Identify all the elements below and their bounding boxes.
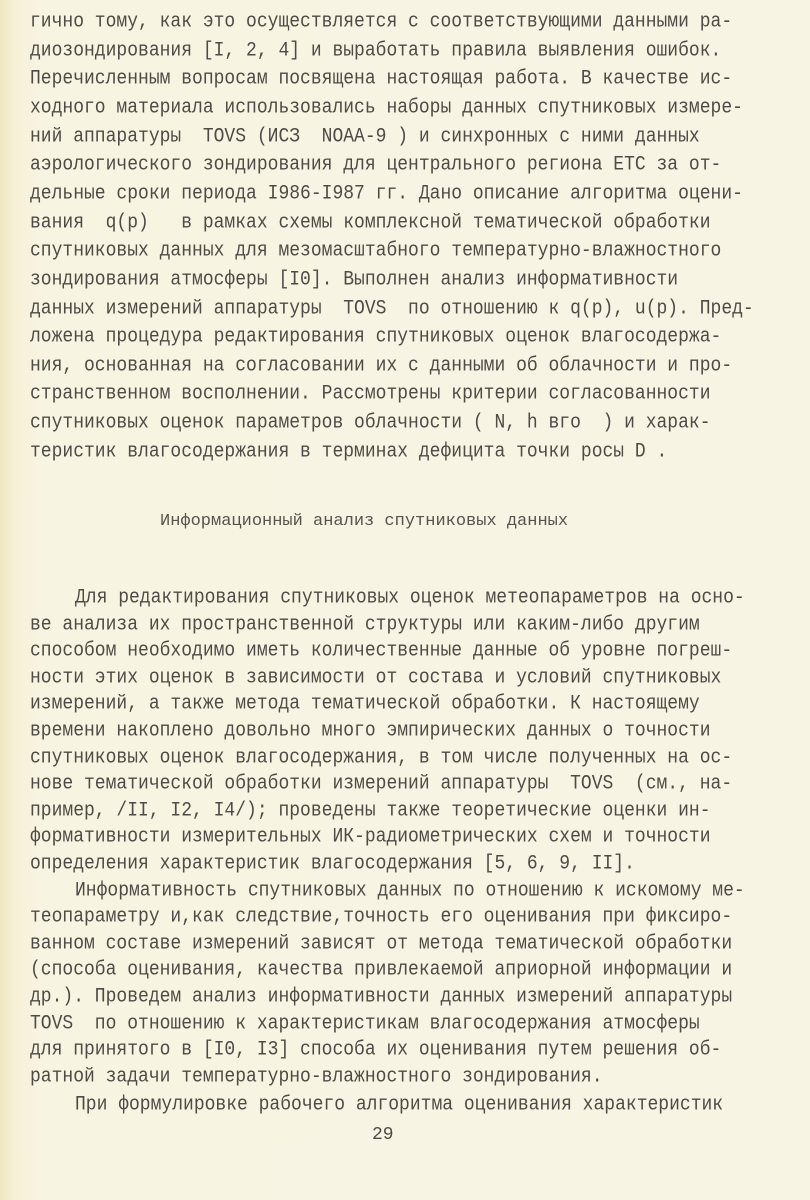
text-line: ходного материала использовались наборы данных спутниковых измере- [30,96,743,120]
text-line: определения характеристик влагосодержания [5, 6, 9, II]. [30,852,635,876]
text-line: дельные сроки периода I986-I987 гг. Дано описание алгоритма оцени- [30,182,743,206]
text-line: теристик влагосодержания в терминах дефицита точки росы D . [30,440,668,463]
text-line: зондирования атмосферы [I0]. Выполнен анализ информативности [30,268,679,292]
text-line: TOVS по отношению к характеристикам влагосодержания атмосферы [30,1012,700,1035]
text-line: Перечисленным вопросам посвящена настоящая работа. В качестве ис- [30,68,733,91]
text-line: данных измерений аппаратуры TOVS по отношению к q(p), u(p). Пред- [30,297,754,320]
text-line: аэрологического зондирования для центрального региона ЕТС за от- [30,154,722,177]
text-line: ванном составе измерений зависят от метода тематической обработки [30,932,733,955]
text-line: измерений, а также метода тематической обработки. К настоящему [30,693,700,716]
page-number: 29 [372,1125,394,1145]
text-line: Информативность спутниковых данных по отношению к искомому ме- [75,879,745,902]
text-line: способом необходимо иметь количественные данные об уровне погреш- [30,639,733,663]
text-line: др.). Проведем анализ информативности данных измерений аппаратуры [30,985,733,1009]
text-line: При формулировке рабочего алгоритма оценивания характеристик [75,1093,724,1117]
text-line: ложена процедура редактирования спутниковых оценок влагосодержа- [30,325,722,349]
text-line: спутниковых оценок параметров облачности ( N, h вго ) и харак- [30,411,711,435]
text-line: времени накоплено довольно много эмпирических данных о точности [30,719,711,743]
text-line: диозондирования [I, 2, 4] и выработать правила выявления ошибок. [30,39,722,62]
text-line: ности этих оценок в зависимости от состава и условий спутниковых [30,666,722,689]
text-line: спутниковых оценок влагосодержания, в том числе полученных на ос- [30,746,733,769]
text-line: спутниковых данных для мезомасштабного температурно-влажностного [30,239,722,263]
text-line: Для редактирования спутниковых оценок метеопараметров на осно- [75,586,745,610]
text-line: ратной задачи температурно-влажностного зондирования. [30,1065,603,1088]
section-heading: Информационный анализ спутниковых данных [160,512,569,531]
text-line: странственном восполнении. Рассмотрены критерии согласованности [30,383,711,406]
text-line: теопараметру и,как следствие,точность его оценивания при фиксиро- [30,905,733,929]
text-line: ве анализа их пространственной структуры или каким-либо другим [30,613,700,636]
text-line: (способа оценивания, качества привлекаемой априорной информации и [30,959,733,982]
text-line: ния, основанная на согласовании их с данными об облачности и про- [30,354,733,377]
text-line: вания q(p) в рамках схемы комплексной тематической обработки [30,211,711,234]
text-line: ний аппаратуры TOVS (ИСЗ NOAA-9 ) и синхронных с ними данных [30,125,700,148]
text-line: для принятого в [I0, I3] способа их оценивания путем решения об- [30,1038,722,1062]
text-line: формативности измерительных ИК-радиометрических схем и точности [30,826,711,849]
text-line: пример, /II, I2, I4/); проведены также теоретические оценки ин- [30,799,711,822]
text-line: нове тематической обработки измерений аппаратуры TOVS (см., на- [30,772,733,796]
text-line: гично тому, как это осуществляется с соответствующими данными ра- [30,10,733,34]
